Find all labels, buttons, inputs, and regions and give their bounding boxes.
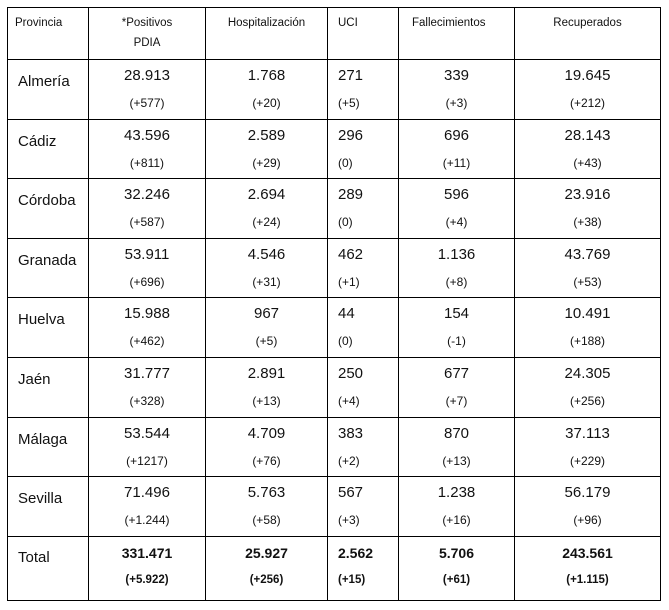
- uci-delta: (0): [338, 334, 353, 349]
- uci-delta: (+3): [338, 513, 360, 528]
- fall-delta: (-1): [447, 334, 466, 349]
- hosp-value: 2.694: [247, 186, 286, 204]
- header-row: [8, 8, 661, 60]
- province-name: Sevilla: [8, 477, 89, 537]
- rec-cell: [515, 179, 661, 239]
- rec-value: 56.179: [564, 484, 611, 502]
- rec-value: 10.491: [564, 305, 611, 323]
- positivos-delta: (+1217): [126, 453, 168, 468]
- province-name: Huelva: [8, 298, 89, 358]
- rec-delta: (+96): [573, 513, 602, 528]
- uci-cell: [328, 60, 399, 120]
- hosp-value: 4.709: [247, 424, 286, 442]
- hosp-value: 2.891: [247, 364, 286, 382]
- fall-value: 596: [443, 186, 470, 204]
- header-positivos-line2: PDIA: [133, 37, 161, 49]
- positivos-delta: (+811): [129, 155, 165, 170]
- positivos-delta: (+696): [129, 274, 165, 289]
- positivos-value: 43.596: [124, 126, 170, 144]
- table-row: [8, 238, 661, 298]
- positivos-delta: (+328): [129, 393, 165, 408]
- hosp-cell: [206, 238, 328, 298]
- hosp-value: 1.768: [247, 67, 286, 84]
- positivos-value: 15.988: [124, 305, 170, 323]
- uci-cell: [328, 298, 399, 358]
- uci-value: 462: [338, 245, 364, 263]
- positivos-cell: [89, 536, 206, 600]
- rec-delta: (+38): [573, 215, 602, 230]
- rec-cell: [515, 60, 661, 120]
- positivos-value: 53.911: [124, 245, 170, 263]
- uci-value: 567: [338, 484, 364, 502]
- uci-cell: [328, 119, 399, 179]
- fall-value: 1.238: [437, 484, 476, 502]
- uci-delta: (+2): [338, 453, 360, 468]
- positivos-cell: [89, 179, 206, 239]
- hosp-value: 4.546: [247, 245, 286, 263]
- hosp-delta: (+20): [252, 96, 281, 110]
- fall-cell: [399, 179, 515, 239]
- header-positivos-line1: *Positivos: [121, 17, 173, 29]
- header-provincia: Provincia: [8, 8, 89, 60]
- positivos-value: 28.913: [124, 67, 170, 84]
- rec-delta: (+212): [569, 96, 606, 110]
- rec-value: 19.645: [564, 67, 611, 84]
- positivos-delta: (+577): [129, 96, 165, 110]
- rec-delta: (+53): [573, 274, 602, 289]
- hosp-cell: [206, 536, 328, 600]
- hosp-cell: [206, 60, 328, 120]
- rec-delta: (+43): [573, 155, 602, 170]
- fall-cell: [399, 238, 515, 298]
- uci-cell: [328, 179, 399, 239]
- fall-cell: [399, 536, 515, 600]
- positivos-delta: (+1.244): [124, 513, 170, 528]
- fall-delta: (+3): [445, 96, 468, 110]
- fall-delta: (+8): [445, 274, 468, 289]
- rec-cell: [515, 536, 661, 600]
- fall-cell: [399, 357, 515, 417]
- positivos-cell: [89, 298, 206, 358]
- header-fallecimientos: Fallecimientos: [399, 8, 515, 60]
- rec-value: 23.916: [564, 186, 611, 204]
- uci-cell: [328, 477, 399, 537]
- uci-cell: [328, 417, 399, 477]
- province-name: Cádiz: [8, 119, 89, 179]
- uci-cell: [328, 536, 399, 600]
- uci-value: 2.562: [338, 544, 374, 561]
- province-name: Almería: [8, 60, 89, 120]
- table-row: [8, 298, 661, 358]
- fall-delta: (+11): [442, 155, 471, 170]
- fall-cell: [399, 417, 515, 477]
- positivos-value: 331.471: [121, 544, 173, 561]
- positivos-value: 32.246: [124, 186, 170, 204]
- hosp-delta: (+5): [255, 334, 278, 349]
- hosp-cell: [206, 477, 328, 537]
- fall-value: 677: [443, 364, 470, 382]
- table-row: [8, 119, 661, 179]
- positivos-value: 71.496: [124, 484, 170, 502]
- rec-cell: [515, 298, 661, 358]
- hosp-delta: (+29): [252, 155, 281, 170]
- uci-value: 250: [338, 364, 364, 382]
- province-name: Córdoba: [8, 179, 89, 239]
- fall-delta: (+4): [445, 215, 468, 230]
- hosp-delta: (+24): [252, 215, 281, 230]
- fall-delta: (+7): [445, 393, 468, 408]
- fall-cell: [399, 60, 515, 120]
- province-name: Total: [8, 536, 89, 600]
- hosp-value: 967: [253, 305, 280, 323]
- header-positivos: [89, 8, 206, 60]
- table-row: [8, 477, 661, 537]
- header-recuperados: Recuperados: [515, 8, 661, 60]
- positivos-delta: (+462): [129, 334, 165, 349]
- rec-value: 28.143: [564, 126, 611, 144]
- rec-value: 43.769: [564, 245, 611, 263]
- positivos-cell: [89, 417, 206, 477]
- positivos-cell: [89, 477, 206, 537]
- fall-delta: (+61): [442, 573, 471, 586]
- province-name: Jaén: [8, 357, 89, 417]
- hosp-value: 25.927: [245, 544, 288, 561]
- hosp-value: 2.589: [247, 126, 286, 144]
- table-row: [8, 60, 661, 120]
- hosp-cell: [206, 417, 328, 477]
- rec-delta: (+1.115): [566, 573, 609, 586]
- fall-delta: (+13): [442, 453, 471, 468]
- rec-cell: [515, 477, 661, 537]
- uci-delta: (+15): [338, 573, 366, 586]
- uci-delta: (+5): [338, 96, 360, 110]
- hosp-delta: (+31): [252, 274, 281, 289]
- rec-cell: [515, 357, 661, 417]
- rec-value: 37.113: [565, 424, 610, 442]
- uci-delta: (0): [338, 215, 353, 230]
- hosp-delta: (+13): [252, 393, 281, 408]
- fall-cell: [399, 119, 515, 179]
- uci-value: 44: [338, 305, 355, 323]
- rec-cell: [515, 119, 661, 179]
- uci-cell: [328, 238, 399, 298]
- rec-value: 243.561: [562, 544, 613, 561]
- uci-value: 296: [338, 126, 364, 144]
- rec-delta: (+256): [569, 393, 606, 408]
- positivos-cell: [89, 60, 206, 120]
- rec-cell: [515, 417, 661, 477]
- uci-cell: [328, 357, 399, 417]
- positivos-value: 31.777: [124, 364, 170, 382]
- hosp-cell: [206, 119, 328, 179]
- hosp-delta: (+256): [249, 573, 284, 586]
- positivos-value: 53.544: [124, 424, 170, 442]
- province-name: Málaga: [8, 417, 89, 477]
- covid-provinces-table: [7, 7, 661, 601]
- hosp-delta: (+76): [252, 453, 281, 468]
- table-row: [8, 179, 661, 239]
- uci-value: 271: [338, 67, 364, 84]
- positivos-delta: (+587): [129, 215, 165, 230]
- fall-delta: (+16): [442, 513, 471, 528]
- fall-value: 1.136: [437, 245, 476, 263]
- table-row: [8, 357, 661, 417]
- rec-delta: (+188): [569, 334, 606, 349]
- fall-cell: [399, 477, 515, 537]
- positivos-cell: [89, 119, 206, 179]
- hosp-cell: [206, 179, 328, 239]
- uci-delta: (+1): [338, 274, 360, 289]
- uci-value: 289: [338, 186, 364, 204]
- uci-delta: (0): [338, 155, 353, 170]
- hosp-cell: [206, 357, 328, 417]
- hosp-cell: [206, 298, 328, 358]
- positivos-cell: [89, 238, 206, 298]
- header-hospitalizacion: Hospitalización: [206, 8, 328, 60]
- fall-cell: [399, 298, 515, 358]
- header-uci: UCI: [328, 8, 399, 60]
- fall-value: 339: [443, 67, 470, 84]
- uci-delta: (+4): [338, 393, 360, 408]
- rec-delta: (+229): [569, 453, 606, 468]
- fall-value: 870: [443, 424, 470, 442]
- fall-value: 5.706: [438, 544, 475, 561]
- table-row: [8, 417, 661, 477]
- province-name: Granada: [8, 238, 89, 298]
- uci-value: 383: [338, 424, 364, 442]
- hosp-value: 5.763: [247, 484, 286, 502]
- rec-value: 24.305: [564, 364, 611, 382]
- hosp-delta: (+58): [252, 513, 281, 528]
- fall-value: 696: [443, 126, 470, 144]
- positivos-cell: [89, 357, 206, 417]
- total-row: [8, 536, 661, 600]
- fall-value: 154: [443, 305, 470, 323]
- positivos-delta: (+5.922): [125, 573, 169, 586]
- rec-cell: [515, 238, 661, 298]
